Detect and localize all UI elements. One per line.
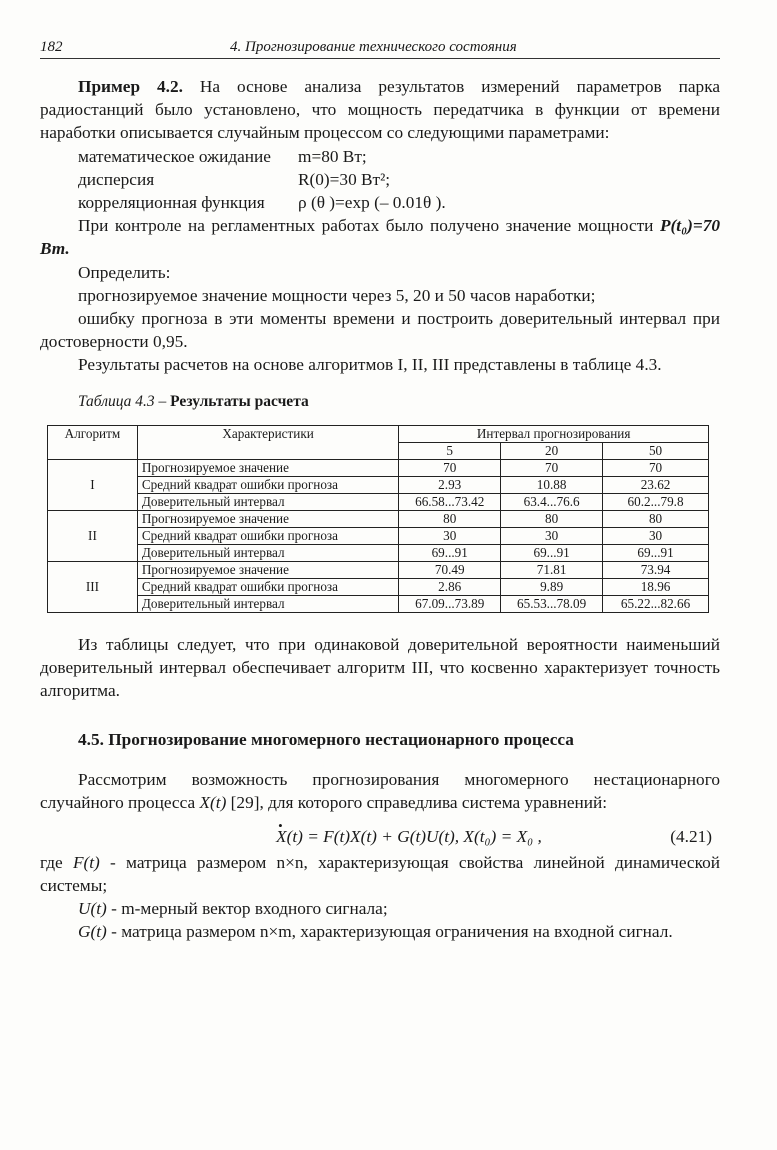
value-cell: 70 (501, 459, 603, 476)
value-cell: 73.94 (603, 561, 709, 578)
param-variance: дисперсия R(0)=30 Вт²; (78, 169, 391, 189)
table-row (48, 544, 709, 561)
equation-4-21 (40, 821, 720, 851)
value-cell: 69...91 (501, 544, 603, 561)
results-paragraph: Результаты расчетов на основе алгоритмов I, II, III представлены в таблице 4.3. (78, 355, 662, 375)
running-header (40, 32, 720, 59)
header-characteristic: Характеристики (137, 425, 398, 459)
value-cell: 80 (603, 510, 709, 527)
example-label: Пример 4.2. (78, 77, 183, 96)
header-algorithm: Алгоритм (48, 425, 138, 459)
table-row (48, 595, 709, 612)
value-cell: 9.89 (501, 578, 603, 595)
interval-50: 50 (603, 442, 709, 459)
table-row (48, 459, 709, 476)
characteristic-cell: Доверительный интервал (137, 595, 398, 612)
table-header-row (48, 425, 709, 442)
value-cell: 10.88 (501, 476, 603, 493)
characteristic-cell: Прогнозируемое значение (137, 459, 398, 476)
value-cell: 70.49 (399, 561, 501, 578)
value-cell: 69...91 (399, 544, 501, 561)
value-cell: 18.96 (603, 578, 709, 595)
conclusion-block (40, 633, 720, 703)
characteristic-cell: Доверительный интервал (137, 544, 398, 561)
value-cell: 66.58...73.42 (399, 493, 501, 510)
task-1: прогнозируемое значение мощности через 5, 20 и 50 часов наработки; (78, 285, 596, 305)
table-row (48, 578, 709, 595)
value-cell: 69...91 (603, 544, 709, 561)
control-value: P(t₀)=70 Вт. (40, 216, 720, 259)
equation-number: (4.21) (670, 826, 712, 846)
table-caption: Таблица 4.3 – Результаты расчета (78, 392, 309, 410)
value-cell: 2.93 (399, 476, 501, 493)
algorithm-cell: III (48, 561, 138, 612)
determine-label: Определить: (78, 262, 171, 282)
characteristic-cell: Средний квадрат ошибки прогноза (137, 476, 398, 493)
characteristic-cell: Прогнозируемое значение (137, 510, 398, 527)
value-cell: 30 (603, 527, 709, 544)
value-cell: 70 (603, 459, 709, 476)
param-mean: математическое ожидание m=80 Вт; (78, 146, 367, 166)
definition-u: U(t) - m-мерный вектор входного сигнала; (78, 899, 388, 919)
table-row (48, 476, 709, 493)
characteristic-cell: Средний квадрат ошибки прогноза (137, 578, 398, 595)
example-intro: Пример 4.2. На основе анализа результатов измерений параметров парка радиостанций было установлено, что мощность передатчика в функции от времени наработки описывается случайным процессом со следующими параметрами: (40, 77, 721, 143)
page-number: 182 (40, 39, 63, 55)
section-intro: Рассмотрим возможность прогнозирования многомерного нестационарного случайного процесса X(t) [29], для которого справедлива система уравнений: (40, 770, 720, 813)
value-cell: 60.2...79.8 (603, 493, 709, 510)
param-correlation: корреляционная функция ρ (θ )=exp (– 0.01θ ). (78, 192, 446, 212)
value-cell: 30 (399, 527, 501, 544)
section-title: 4.5. Прогнозирование многомерного нестационарного процесса (78, 730, 574, 750)
definition-g: G(t) - матрица размером n×m, характеризующая ограничения на входной сигнал. (78, 922, 673, 942)
characteristic-cell: Средний квадрат ошибки прогноза (137, 527, 398, 544)
characteristic-cell: Доверительный интервал (137, 493, 398, 510)
value-cell: 67.09...73.89 (399, 595, 501, 612)
value-cell: 70 (399, 459, 501, 476)
control-paragraph: При контроле на регламентных работах было получено значение мощности P(t₀)=70 Вт. (40, 216, 720, 259)
example-block (40, 75, 720, 377)
results-table (47, 425, 709, 613)
value-cell: 80 (501, 510, 603, 527)
value-cell: 23.62 (603, 476, 709, 493)
interval-20: 20 (501, 442, 603, 459)
table-row (48, 527, 709, 544)
page (40, 32, 720, 943)
algorithm-cell: I (48, 459, 138, 510)
value-cell: 63.4...76.6 (501, 493, 603, 510)
characteristic-cell: Прогнозируемое значение (137, 561, 398, 578)
table-row (48, 561, 709, 578)
section-block (40, 768, 720, 943)
task-2: ошибку прогноза в эти моменты времени и построить доверительный интервал при достоверности 0,95. (40, 308, 720, 352)
table-row (48, 510, 709, 527)
value-cell: 80 (399, 510, 501, 527)
header-interval: Интервал прогнозирования (399, 425, 709, 442)
value-cell: 65.53...78.09 (501, 595, 603, 612)
table-row (48, 493, 709, 510)
value-cell: 65.22...82.66 (603, 595, 709, 612)
definition-f: где F(t) - матрица размером n×n, характеризующая свойства линейной динамической системы; (40, 852, 721, 895)
algorithm-cell: II (48, 510, 138, 561)
value-cell: 71.81 (501, 561, 603, 578)
value-cell: 2.86 (399, 578, 501, 595)
equation-expression: • X(t) = F(t)X(t) + G(t)U(t), X(t₀) = X₀ , (276, 825, 542, 848)
running-title: 4. Прогнозирование технического состояния (230, 39, 517, 55)
value-cell: 30 (501, 527, 603, 544)
conclusion-paragraph: Из таблицы следует, что при одинаковой доверительной вероятности наименьший доверительный интервал обеспечивает алгоритм III, что косвенно характеризует точность алгоритма. (40, 634, 720, 700)
interval-5: 5 (399, 442, 501, 459)
